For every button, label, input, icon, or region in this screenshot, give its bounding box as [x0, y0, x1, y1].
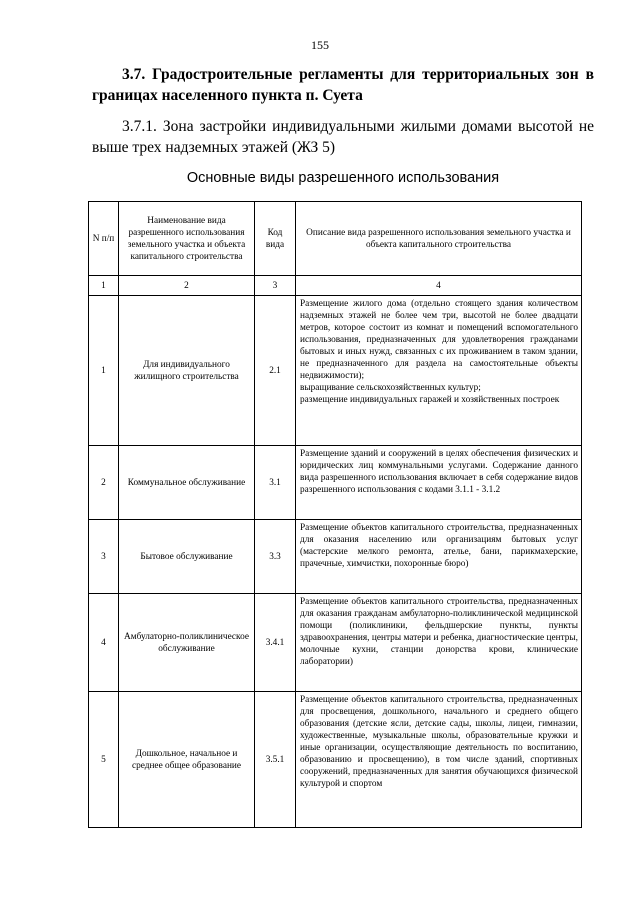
description-paragraph: размещение индивидуальных гаражей и хозяйственных построек [300, 395, 560, 405]
use-description [296, 446, 582, 520]
column-number: 1 [89, 276, 119, 296]
description-paragraph: Размещение зданий и сооружений в целях обеспечения физических и юридических лиц коммунальными услугами. Содержание данного вида разрешенного использования включает в себя содержание видов разрешенного использования с кодами 3.1.1 - 3.1.2 [300, 449, 578, 495]
use-code: 3.5.1 [255, 692, 296, 828]
description-paragraph: выращивание сельскохозяйственных культур; [300, 383, 481, 393]
table-row [89, 446, 582, 520]
use-description [296, 692, 582, 828]
row-number: 3 [89, 520, 119, 594]
use-description [296, 594, 582, 692]
table-row [89, 296, 582, 446]
header-description: Описание вида разрешенного использования земельного участка и объекта капитального строительства [296, 202, 582, 276]
use-name: Бытовое обслуживание [119, 520, 255, 594]
use-code: 3.4.1 [255, 594, 296, 692]
column-number: 4 [296, 276, 582, 296]
section-heading: 3.7. Градостроительные регламенты для территориальных зон в границах населенного пункта п. Суета [92, 66, 594, 104]
header-code: Код вида [255, 202, 296, 276]
column-number-row [89, 276, 582, 296]
header-number: N п/п [89, 202, 119, 276]
use-name: Коммунальное обслуживание [119, 446, 255, 520]
land-use-table [88, 201, 582, 828]
use-code: 3.3 [255, 520, 296, 594]
header-use-name: Наименование вида разрешенного использования земельного участка и объекта капитального строительства [119, 202, 255, 276]
use-description [296, 520, 582, 594]
table-header-row [89, 202, 582, 276]
table-title: Основные виды разрешенного использования [186, 170, 500, 186]
table-row [89, 520, 582, 594]
description-paragraph: Размещение объектов капитального строительства, предназначенных для просвещения, дошкольного, начального и среднего общего образования (детские ясли, детские сады, школы, лицеи, гимназии, художественные, музыкальные школы, образовательные кружки и иные организации, осуществляющие деятельность по воспитанию, образованию и просвещению), в том числе зданий, спортивных сооружений, предназначенных для занятия обучающихся физической культурой и спортом [300, 695, 578, 789]
use-name: Амбулаторно-поликлиническое обслуживание [119, 594, 255, 692]
column-number: 2 [119, 276, 255, 296]
table-row [89, 594, 582, 692]
subsection-heading: 3.7.1. Зона застройки индивидуальными жилыми домами высотой не выше трех надземных этажей (ЖЗ 5) [92, 118, 594, 156]
use-name: Для индивидуального жилищного строительства [119, 296, 255, 446]
column-number: 3 [255, 276, 296, 296]
page-number: 155 [311, 38, 329, 52]
use-name: Дошкольное, начальное и среднее общее образование [119, 692, 255, 828]
use-description [296, 296, 582, 446]
row-number: 4 [89, 594, 119, 692]
table-row [89, 692, 582, 828]
row-number: 5 [89, 692, 119, 828]
description-paragraph: Размещение жилого дома (отдельно стоящего здания количеством надземных этажей не более чем три, высотой не более двадцати метров, которое состоит из комнат и помещений вспомогательного использования, предназначенных для удовлетворения гражданами бытовых и иных нужд, связанных с их проживанием в таком здании, не предназначенного для раздела на самостоятельные объекты недвижимости); [300, 299, 578, 381]
description-paragraph: Размещение объектов капитального строительства, предназначенных для оказания гражданам амбулаторно-поликлинической медицинской помощи (поликлиники, фельдшерские пункты, пункты здравоохранения, центры матери и ребенка, диагностические центры, молочные кухни, станции донорства крови, клинические лаборатории) [300, 597, 578, 667]
use-code: 3.1 [255, 446, 296, 520]
description-paragraph: Размещение объектов капитального строительства, предназначенных для оказания населению или организациям бытовых услуг (мастерские мелкого ремонта, ателье, бани, парикмахерские, прачечные, химчистки, похоронные бюро) [300, 523, 578, 569]
row-number: 2 [89, 446, 119, 520]
use-code: 2.1 [255, 296, 296, 446]
row-number: 1 [89, 296, 119, 446]
